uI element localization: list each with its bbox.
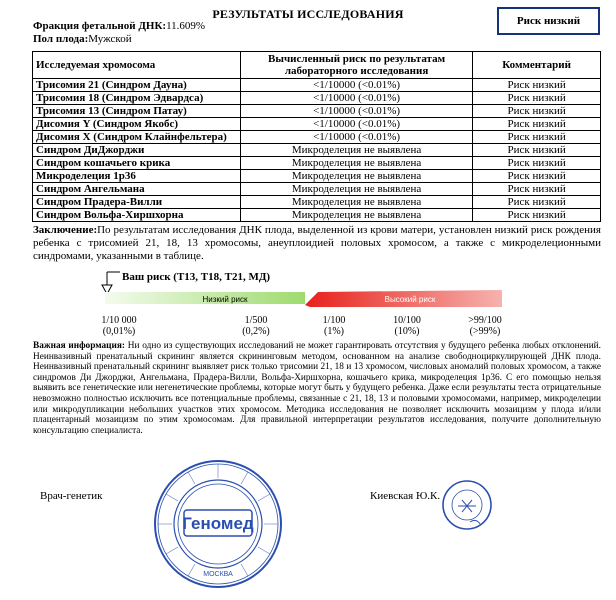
comment-cell: Риск низкий	[473, 79, 601, 92]
tick-bottom: (1%)	[324, 326, 344, 337]
tick-top: 10/100	[393, 315, 421, 326]
comment-cell: Риск низкий	[473, 183, 601, 196]
comment-cell: Риск низкий	[473, 131, 601, 144]
table-row	[33, 157, 601, 170]
table-row	[33, 79, 601, 92]
table-row	[33, 183, 601, 196]
comment-cell: Риск низкий	[473, 144, 601, 157]
comment-cell: Риск низкий	[473, 105, 601, 118]
risk-cell: Микроделеция не выявлена	[240, 144, 472, 157]
your-risk-title: Ваш риск (Т13, Т18, Т21, МД)	[122, 271, 271, 283]
chromosome-cell: Трисомия 13 (Синдром Патау)	[33, 105, 241, 118]
table-row	[33, 170, 601, 183]
fetal-sex	[33, 33, 132, 46]
tick-bottom: (>99%)	[469, 326, 501, 337]
important-info-label: Важная информация:	[33, 341, 125, 351]
chromosome-cell: Синдром Прадера-Вилли	[33, 196, 241, 209]
tick-label	[372, 315, 442, 337]
chromosome-cell: Трисомия 21 (Синдром Дауна)	[33, 79, 241, 92]
chromosome-cell: Синдром Ангельмана	[33, 183, 241, 196]
risk-cell: <1/10000 (<0.01%)	[240, 118, 472, 131]
comment-cell: Риск низкий	[473, 209, 601, 222]
column-header-risk: Вычисленный риск по результатам лабораторного исследования	[240, 52, 472, 79]
risk-cell: <1/10000 (<0.01%)	[240, 105, 472, 118]
chromosome-cell: Синдром ДиДжорджи	[33, 144, 241, 157]
important-info-text: Ни одно из существующих исследований не может гарантировать отсутствия у будущего ребенка любых отклонений. Неинвазивный пренатальный скрининг является скрининговым методом, основанном на анализе свободноциркулирующей ДНК плода. Неинвазивный пренатальный скрининг выявляет риск только трисомии 21, 18 и 13 хромосом, числовых аномалий половых хромосом, а также синдромов Ди Джорджи, Ангельмана, Прадера-Вилли, Вольфа-Хиршхорна, кошачьего крика, микроделеция 1р36. С его помощью нельзя выявить все генетические или негенетические проблемы, которые могут быть у будущего ребенка. Даже если результаты теста отрицательные невозможно полностью исключить все потенциальные проблемы, связанные с 21, 18, 13 и половыми хромосомами, например, микроделеции или микродупликации небольших участков этих хромосом. Методика исследования не позволяет исключить мозаицизм у плода и/или плацентарный мозаицизм по этим хромосомам. Для правильной интерпретации результатов исследования, получите дополнительную консультацию специалиста.	[33, 341, 601, 436]
table-row	[33, 144, 601, 157]
conclusion-label: Заключение:	[33, 224, 98, 236]
table-row	[33, 92, 601, 105]
overall-risk-box: Риск низкий	[497, 7, 600, 35]
tick-bottom: (0,2%)	[242, 326, 270, 337]
comment-cell: Риск низкий	[473, 157, 601, 170]
tick-top: >99/100	[468, 315, 502, 326]
table-row	[33, 209, 601, 222]
conclusion-text: По результатам исследования ДНК плода, выделенной из крови матери, установлен низкий риск рождения ребенка с трисомией 21, 18, 13 хромосомы, анеуплоидией половых хромосом, а также с микроделеционными синдромами, указанными в таблице.	[33, 224, 601, 262]
table-row	[33, 105, 601, 118]
fetal-fraction	[33, 20, 205, 33]
chromosome-cell: Микроделеция 1р36	[33, 170, 241, 183]
chromosome-cell: Синдром Вольфа-Хиршхорна	[33, 209, 241, 222]
fetal-fraction-label: Фракция фетальной ДНК:	[33, 20, 167, 32]
page-title: РЕЗУЛЬТАТЫ ИССЛЕДОВАНИЯ	[212, 7, 404, 21]
high-risk-label: Высокий риск	[384, 295, 436, 304]
risk-cell: Микроделеция не выявлена	[240, 183, 472, 196]
tick-top: 1/100	[322, 315, 346, 326]
low-risk-label: Низкий риск	[202, 295, 248, 304]
comment-cell: Риск низкий	[473, 196, 601, 209]
tick-label	[450, 315, 520, 337]
table-row	[33, 131, 601, 144]
conclusion	[33, 224, 601, 263]
risk-cell: <1/10000 (<0.01%)	[240, 79, 472, 92]
fetal-fraction-value: 11.609%	[166, 20, 206, 32]
chromosome-cell: Дисомия X (Синдром Клайнфельтера)	[33, 131, 241, 144]
comment-cell: Риск низкий	[473, 92, 601, 105]
chromosome-cell: Трисомия 18 (Синдром Эдвардса)	[33, 92, 241, 105]
risk-cell: Микроделеция не выявлена	[240, 209, 472, 222]
risk-cell: <1/10000 (<0.01%)	[240, 131, 472, 144]
column-header-comment: Комментарий	[473, 52, 601, 79]
risk-cell: Микроделеция не выявлена	[240, 170, 472, 183]
tick-label	[299, 315, 369, 337]
doctor-stamp-icon	[440, 478, 494, 532]
stamp-name: Геномед	[182, 514, 254, 533]
your-risk-arrow-icon	[102, 272, 120, 294]
genomed-stamp-icon	[152, 458, 284, 590]
column-header-chromosome: Исследуемая хромосома	[33, 52, 241, 79]
risk-cell: <1/10000 (<0.01%)	[240, 92, 472, 105]
tick-label	[84, 315, 154, 337]
fetal-sex-value: Мужской	[88, 33, 132, 45]
chromosome-cell: Синдром кошачьего крика	[33, 157, 241, 170]
comment-cell: Риск низкий	[473, 170, 601, 183]
tick-bottom: (0,01%)	[102, 326, 136, 337]
table-row	[33, 196, 601, 209]
tick-top: 1/500	[244, 315, 268, 326]
chromosome-cell: Дисомия Y (Синдром Якобс)	[33, 118, 241, 131]
fetal-sex-label: Пол плода:	[33, 33, 89, 45]
results-table	[32, 51, 601, 222]
tick-top: 1/10 000	[101, 315, 137, 326]
important-info	[33, 341, 601, 436]
tick-bottom: (10%)	[394, 326, 420, 337]
stamp-city: МОСКВА	[203, 571, 233, 578]
comment-cell: Риск низкий	[473, 118, 601, 131]
tick-label	[221, 315, 291, 337]
doctor-name: Киевская Ю.К.	[370, 490, 441, 502]
table-row	[33, 118, 601, 131]
table-header-row	[33, 52, 601, 79]
risk-cell: Микроделеция не выявлена	[240, 157, 472, 170]
doctor-role: Врач-генетик	[40, 490, 103, 502]
risk-cell: Микроделеция не выявлена	[240, 196, 472, 209]
